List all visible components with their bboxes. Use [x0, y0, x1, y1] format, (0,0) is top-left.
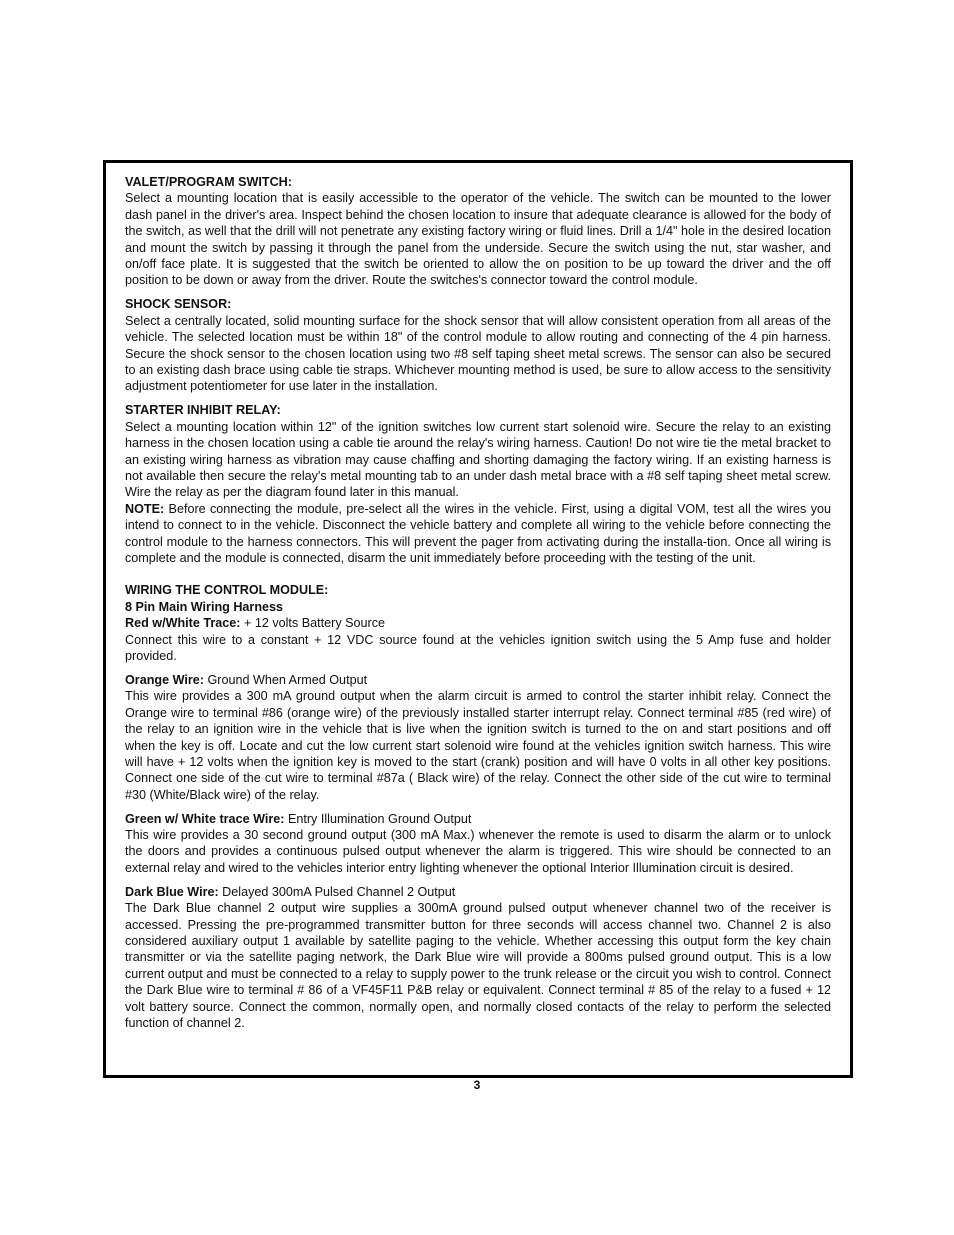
green-wire-label: Green w/ White trace Wire: [125, 811, 285, 826]
note-body: Before connecting the module, pre-select all the wires in the vehicle. First, using a digital VOM, test all the wires you intend to connect to in the vehicle. Disconnect the vehicle battery and complete all wiring to the vehicle before connecting the control module to the harness connectors. This will prevent the pager from activating during the installa-tion. Once all wiring is complete and the module is connected, disarm the unit immediately before proceeding with the testing of the unit. [125, 501, 831, 565]
blue-wire-desc: Delayed 300mA Pulsed Channel 2 Output [218, 884, 456, 899]
blue-wire-label: Dark Blue Wire: [125, 884, 219, 899]
red-wire-label: Red w/White Trace: [125, 616, 241, 631]
page-content [125, 174, 831, 1031]
note-label: NOTE: [125, 501, 165, 516]
blue-wire-title [125, 884, 831, 900]
starter-heading: STARTER INHIBIT RELAY: [125, 403, 281, 418]
orange-wire-title [125, 672, 831, 688]
content-frame [103, 160, 853, 1078]
shock-section [125, 296, 831, 394]
green-wire-title [125, 811, 831, 827]
red-wire-title [125, 615, 831, 631]
starter-section [125, 402, 831, 566]
page-number: 3 [473, 1078, 481, 1092]
blue-wire-body: The Dark Blue channel 2 output wire supplies a 300mA ground pulsed output whenever channel two of the receiver is accessed. Pressing the pre-programmed transmitter button for three seconds will access channel two. Channel 2 is also considered auxiliary output 1 available by satellite paging to the vehicle. Whether accessing this output form the key chain transmitter or via the satellite paging network, the Dark Blue wire will provide a 800ms pulsed ground output. This is a low current output and must be connected to a relay to supply power to the trunk release or the circuit you wish to control. Connect the Dark Blue wire to terminal # 86 of a VF45F11 P&B relay or equivalent. Connect terminal # 85 of the relay to a fused + 12 volt battery source. Connect the common, normally open, and normally closed contacts of the relay to perform the selected function of channel 2. [125, 901, 831, 1030]
red-wire-desc: + 12 volts Battery Source [240, 616, 386, 631]
starter-body: Select a mounting location within 12" of the ignition switches low current start solenoid wire. Secure the relay to an existing harness in the chosen location using a cable tie around the relay's wiring harness. Caution! Do not wire tie the metal bracket to an existing wiring harness as vibration may cause chaffing and shorting damaging the factory wiring. If an existing harness is not available then secure the relay's metal mounting tab to an under dash metal brace with a #8 self taping sheet metal screw. Wire the relay as per the diagram found later in this manual. [125, 419, 831, 500]
wiring-subheading: 8 Pin Main Wiring Harness [125, 599, 284, 614]
orange-wire-desc: Ground When Armed Output [203, 672, 368, 687]
red-wire-body: Connect this wire to a constant + 12 VDC source found at the vehicles ignition switch using the 5 Amp fuse and holder provided. [125, 632, 831, 663]
green-wire-desc: Entry Illumination Ground Output [284, 811, 472, 826]
orange-wire-label: Orange Wire: [125, 672, 204, 687]
wiring-heading: WIRING THE CONTROL MODULE: [125, 583, 329, 598]
shock-heading: SHOCK SENSOR: [125, 297, 232, 312]
valet-body: Select a mounting location that is easily accessible to the operator of the vehicle. The switch can be mounted to the lower dash panel in the driver's area. Inspect behind the chosen location to insure that adequate clearance is allowed for the body of the switch, as well that the drill will not penetrate any existing factory wiring or fluid lines. Drill a 1/4" hole in the desired location and mount the switch by passing it through the panel from the underside. Secure the switch using the nut, star washer, and on/off face plate. It is suggested that the switch be oriented to allow the on position to be up toward the driver and the off position to be down or away from the driver. Route the switches's connector toward the control module. [125, 191, 831, 288]
wiring-section [125, 582, 831, 1031]
orange-wire-body: This wire provides a 300 mA ground output when the alarm circuit is armed to control the starter inhibit relay. Connect the Orange wire to terminal #86 (orange wire) of the previously installed starter interrupt relay. Connect terminal #85 (red wire) of the relay to an ignition wire in the vehicle that is live when the ignition switch is turned to the on and start positions and off when the key is off. Locate and cut the low current start solenoid wire found at the vehicles ignition switch harness. This wire will have + 12 volts when the ignition key is moved to the start (crank) position and will have 0 volts in all other key positions. Connect one side of the cut wire to terminal #87a ( Black wire) of the relay. Connect the other side of the cut wire to terminal #30 (White/Black wire) of the relay. [125, 689, 831, 802]
note-paragraph [125, 501, 831, 567]
green-wire-body: This wire provides a 30 second ground output (300 mA Max.) whenever the remote is used to disarm the alarm or to unlock the doors and provides a continuous pulsed output whenever the alarm is triggered. This wire should be connected to an external relay and wired to the vehicles interior entry lighting whenever the optional Interior Illumination circuit is desired. [125, 828, 831, 875]
valet-heading: VALET/PROGRAM SWITCH: [125, 175, 292, 189]
shock-body: Select a centrally located, solid mounting surface for the shock sensor that will allow consistent operation from all areas of the vehicle. The selected location must be within 18" of the control module to allow routing and connecting of the 4 pin harness. Secure the shock sensor to the chosen location using two #8 self taping sheet metal screws. The sensor can also be secured to an existing dash brace using cable tie straps. Whichever mounting method is used, be sure to allow access to the sensitivity adjustment potentiometer for use later in the installation. [125, 313, 831, 394]
valet-section [125, 174, 831, 289]
